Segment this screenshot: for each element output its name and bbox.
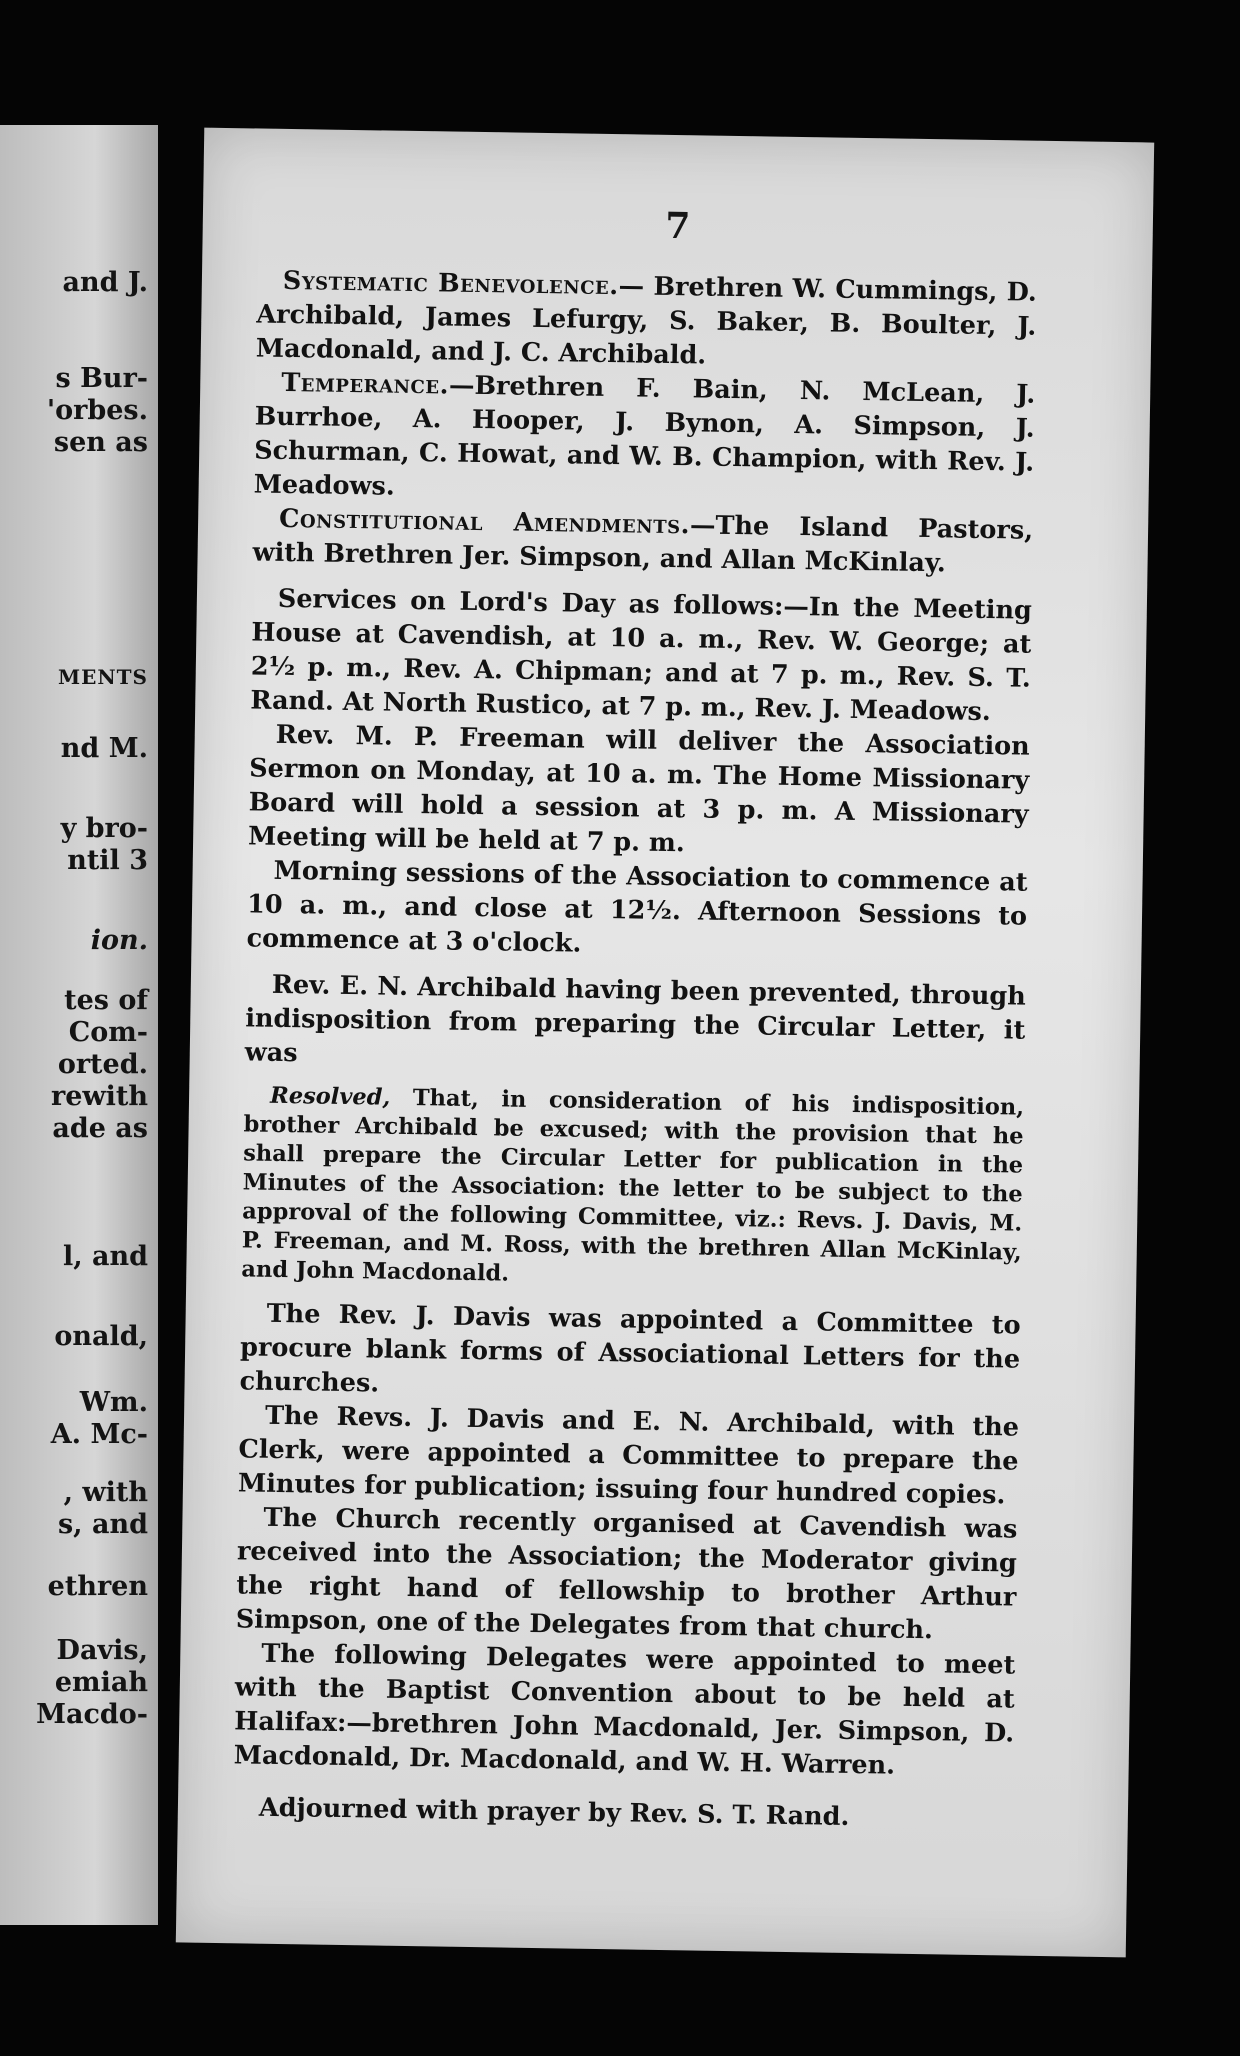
sermon-paragraph: Rev. M. P. Freeman will deliver the Association Sermon on Monday, at 10 a. m. The Home Missionary Board will hold a session at 3 p. m. A Missionary Meeting will be held at 7 p. m. bbox=[247, 719, 1030, 859]
facing-page-fragment: ntil 3 bbox=[67, 845, 148, 876]
committee-heading: Systematic Benevolence. bbox=[282, 265, 619, 302]
services-paragraph: Services on Lord's Day as follows:—In the Meeting House at Cavendish, at 10 a. m., Rev. W. George; at 2½ p. m., Rev. A. Chipman; and at 7 p. m., Rev. S. T. Rand. At North Rustico, at 7 p. m., Rev. J. Meadows. bbox=[250, 583, 1033, 728]
facing-page-fragment: emiah bbox=[54, 1667, 148, 1698]
facing-page-fragment: s, and bbox=[57, 1509, 148, 1540]
facing-page-fragment: Davis, bbox=[56, 1635, 148, 1666]
blank-forms-paragraph: The Rev. J. Davis was appointed a Committee to procure blank forms of Associational Letters for the churches. bbox=[239, 1298, 1021, 1399]
resolution-text: That, in consideration of his indisposition, brother Archibald be excused; with the provision that he shall prepare the Circular Letter for publication in the Minutes of the Association: the letter to be subject to the approval of the following Committee, viz.: Revs. J. Davis, M. P. Freeman, and M. Ross, with the brethren Allan McKinlay, and John Macdonald. bbox=[241, 1084, 1025, 1287]
committee-members: —The Island Pastors, with Brethren Jer. Simpson, and Allan McKinlay. bbox=[252, 510, 1034, 579]
committee-members: —Brethren F. Bain, N. McLean, J. Burrhoe, A. Hooper, J. Bynon, A. Simpson, J. Schurman, C. Howat, and W. B. Champion, with Rev. J. Meadows. bbox=[253, 370, 1036, 502]
facing-page-fragment: s Bur- bbox=[55, 363, 148, 394]
committee-constitutional-amendments bbox=[252, 501, 1033, 581]
facing-page-fragment: ion. bbox=[90, 925, 148, 956]
facing-page-fragment: nd M. bbox=[60, 733, 148, 764]
facing-page-fragment: l, and bbox=[62, 1241, 148, 1272]
committee-heading: Constitutional Amendments. bbox=[278, 503, 691, 541]
committee-heading: Temperance. bbox=[281, 367, 450, 401]
facing-page-fragment: ade as bbox=[52, 1113, 148, 1144]
circular-letter-paragraph: Rev. E. N. Archibald having been prevented, through indisposition from preparing the Circular Letter, it was bbox=[244, 969, 1027, 1069]
facing-page-fragment: Wm. bbox=[79, 1387, 148, 1418]
facing-page-fragment: tes of bbox=[64, 985, 148, 1016]
committee-members: — Brethren W. Cummings, D. Archibald, James Lefurgy, S. Baker, B. Boulter, J. Macdonald, and J. C. Archibald. bbox=[255, 271, 1038, 371]
delegates-paragraph: The following Delegates were appointed to meet with the Baptist Convention about to be held at Halifax:—brethren John Macdonald, Jer. Simpson, D. Macdonald, Dr. Macdonald, and W. H. Warren. bbox=[233, 1638, 1016, 1781]
facing-page-left bbox=[0, 125, 158, 1925]
facing-page-fragment: onald, bbox=[54, 1321, 148, 1352]
facing-page-fragment: ethren bbox=[47, 1571, 148, 1602]
page-number: 7 bbox=[664, 204, 691, 248]
facing-page-fragment: sen as bbox=[53, 427, 148, 458]
cavendish-church-paragraph: The Church recently organised at Cavendish was received into the Association; the Moderator giving the right hand of fellowship to brother Arthur Simpson, one of the Delegates from that church. bbox=[235, 1502, 1018, 1646]
facing-page-fragment: y bro- bbox=[60, 813, 148, 844]
page-7 bbox=[176, 128, 1154, 1958]
resolution-paragraph bbox=[241, 1081, 1024, 1296]
facing-page-fragment: MENTS bbox=[58, 665, 148, 689]
resolved-label: Resolved, bbox=[269, 1082, 391, 1111]
facing-page-fragment: Macdo- bbox=[36, 1699, 148, 1730]
facing-page-fragment: , with bbox=[63, 1477, 148, 1508]
text-column bbox=[233, 263, 1037, 1836]
adjourned-line: Adjourned with prayer by Rev. S. T. Rand. bbox=[258, 1792, 850, 1832]
committee-temperance bbox=[253, 365, 1035, 513]
committee-systematic-benevolence bbox=[256, 263, 1038, 377]
facing-page-fragment: rewith bbox=[50, 1081, 148, 1112]
facing-page-fragment: A. Mc- bbox=[50, 1419, 148, 1450]
facing-page-fragment: orted. bbox=[57, 1049, 148, 1080]
minutes-committee-paragraph: The Revs. J. Davis and E. N. Archibald, with the Clerk, were appointed a Committee to prepare the Minutes for publication; issuing four hundred copies. bbox=[237, 1400, 1020, 1511]
facing-page-fragment: Com- bbox=[68, 1017, 148, 1048]
facing-page-fragment: 'orbes. bbox=[46, 395, 148, 426]
sessions-paragraph: Morning sessions of the Association to commence at 10 a. m., and close at 12½. Afternoon Sessions to commence at 3 o'clock. bbox=[246, 855, 1028, 959]
facing-page-fragment: and J. bbox=[62, 267, 148, 298]
